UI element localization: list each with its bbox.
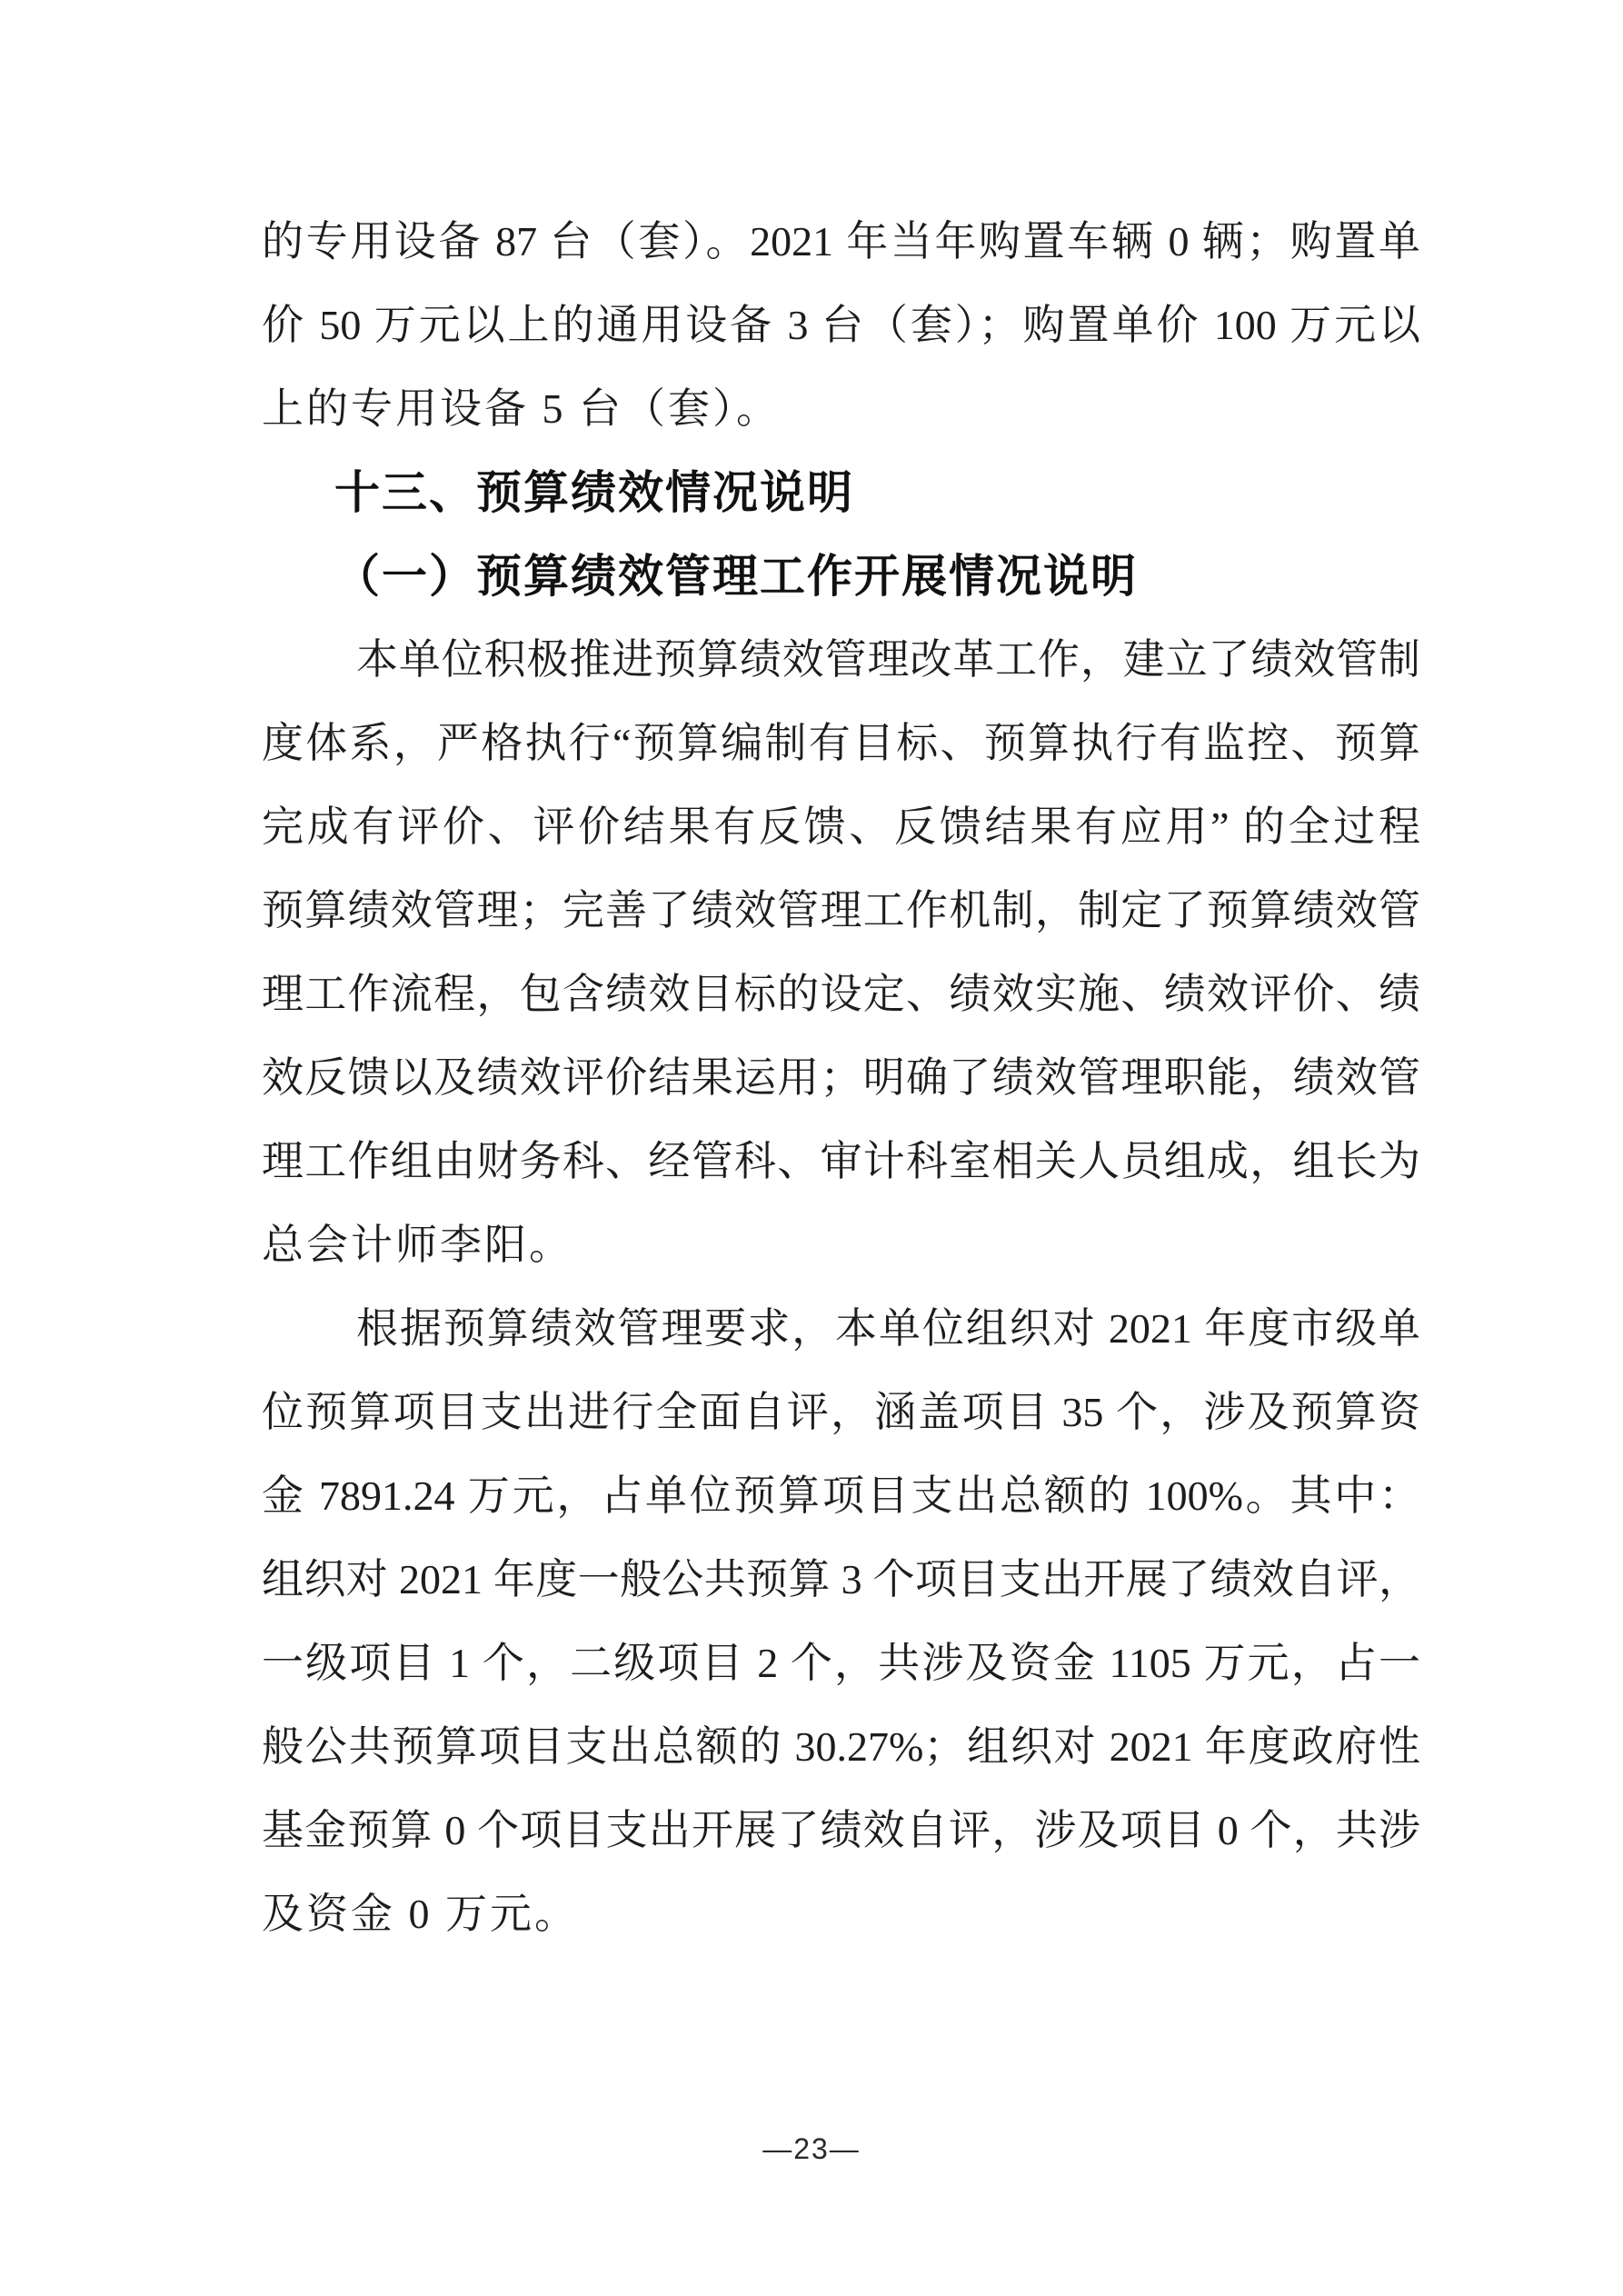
document-body: [262, 200, 1420, 1956]
page-footer: [0, 2132, 1623, 2166]
text-line: 组织对 2021 年度一般公共预算 3 个项目支出开展了绩效自评，: [262, 1556, 1420, 1602]
section-heading: 十三、预算绩效情况说明: [334, 467, 854, 518]
text-line: 完成有评价、评价结果有反馈、反馈结果有应用” 的全过程: [262, 804, 1420, 850]
text-line: 上的专用设备 5 台（套）。: [262, 385, 781, 432]
text-line: 位预算项目支出进行全面自评，涵盖项目 35 个，涉及预算资: [262, 1389, 1420, 1435]
text-line: 基金预算 0 个项目支出开展了绩效自评，涉及项目 0 个，共涉: [262, 1807, 1420, 1853]
text-line: 总会计师李阳。: [262, 1222, 573, 1268]
text-line: 理工作流程，包含绩效目标的设定、绩效实施、绩效评价、绩: [262, 971, 1420, 1017]
text-line: 本单位积极推进预算绩效管理改革工作，建立了绩效管制: [356, 636, 1420, 683]
text-line: 的专用设备 87 台（套）。2021 年当年购置车辆 0 辆；购置单: [262, 218, 1420, 265]
text-line: 根据预算绩效管理要求，本单位组织对 2021 年度市级单: [356, 1305, 1420, 1352]
text-line: 一级项目 1 个，二级项目 2 个，共涉及资金 1105 万元，占一: [262, 1640, 1420, 1686]
text-line: 效反馈以及绩效评价结果运用；明确了绩效管理职能，绩效管: [262, 1054, 1420, 1101]
text-line: 理工作组由财务科、经管科、审计科室相关人员组成，组长为: [262, 1138, 1420, 1184]
text-line: 预算绩效管理；完善了绩效管理工作机制，制定了预算绩效管: [262, 887, 1420, 933]
text-line: 价 50 万元以上的通用设备 3 台（套）；购置单价 100 万元以: [262, 302, 1420, 348]
text-line: 度体系，严格执行“预算编制有目标、预算执行有监控、预算: [262, 720, 1420, 766]
text-line: 及资金 0 万元。: [262, 1891, 579, 1937]
text-line: 金 7891.24 万元，占单位预算项目支出总额的 100%。其中：: [262, 1472, 1420, 1519]
page-number: —23—: [762, 2132, 861, 2165]
text-line: 般公共预算项目支出总额的 30.27%；组织对 2021 年度政府性: [262, 1723, 1420, 1770]
subsection-heading: （一）预算绩效管理工作开展情况说明: [334, 551, 1138, 602]
